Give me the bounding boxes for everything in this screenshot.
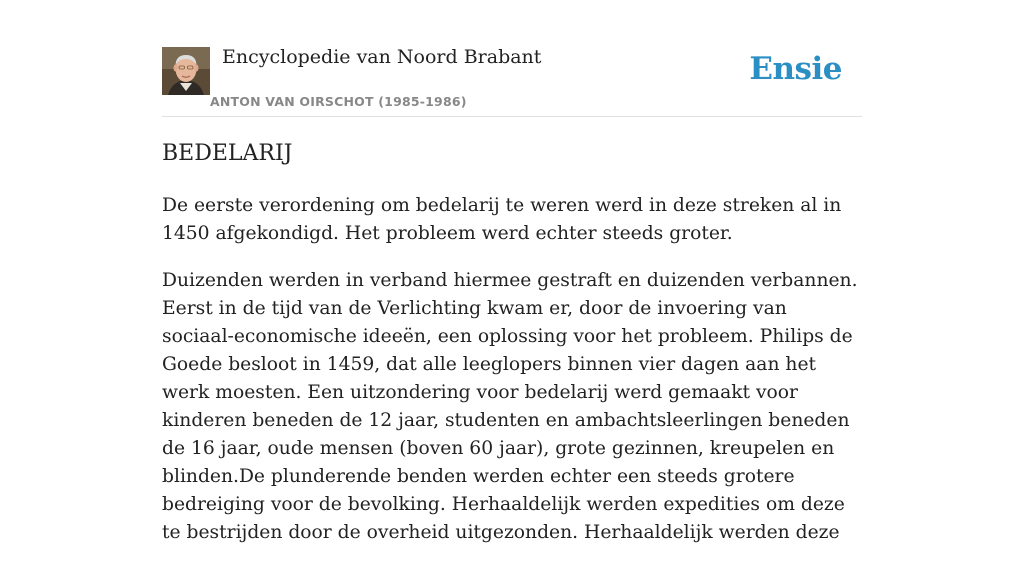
entry-body <box>162 192 862 566</box>
entry-paragraph: Duizenden werden in verband hiermee gestraft en duizenden verbannen. Eerst in de tijd van de Verlichting kwam er, door de invoering van sociaal-economische ideeën, een oplossing voor het probleem. Philips de Goede besloot in 1459, dat alle leeglopers binnen vier dagen aan het werk moesten. Een uitzondering voor bedelarij werd gemaakt voor kinderen beneden de 12 jaar, studenten en ambachtsleerlingen beneden de 16 jaar, oude mensen (boven 60 jaar), grote gezinnen, kreupelen en blinden.De plunderende benden werden echter een steeds grotere bedreiging voor de bevolking. Herhaaldelijk werden expedities om deze te bestrijden door de overheid uitgezonden. Herhaaldelijk werden deze <box>162 270 858 543</box>
article-container <box>162 0 862 543</box>
author-avatar[interactable] <box>162 47 210 95</box>
entry-title: BEDELARIJ <box>162 141 293 166</box>
article-header <box>162 0 862 117</box>
entry-paragraph: De eerste verordening om bedelarij te weren werd in deze streken al in 1450 afgekondigd. Het probleem werd echter steeds groter. <box>162 195 842 244</box>
author-portrait-icon <box>162 47 210 95</box>
source-title[interactable]: Encyclopedie van Noord Brabant <box>222 46 542 68</box>
ensie-logo[interactable]: Ensie <box>749 51 842 87</box>
author-name[interactable]: ANTON VAN OIRSCHOT (1985-1986) <box>210 94 467 109</box>
